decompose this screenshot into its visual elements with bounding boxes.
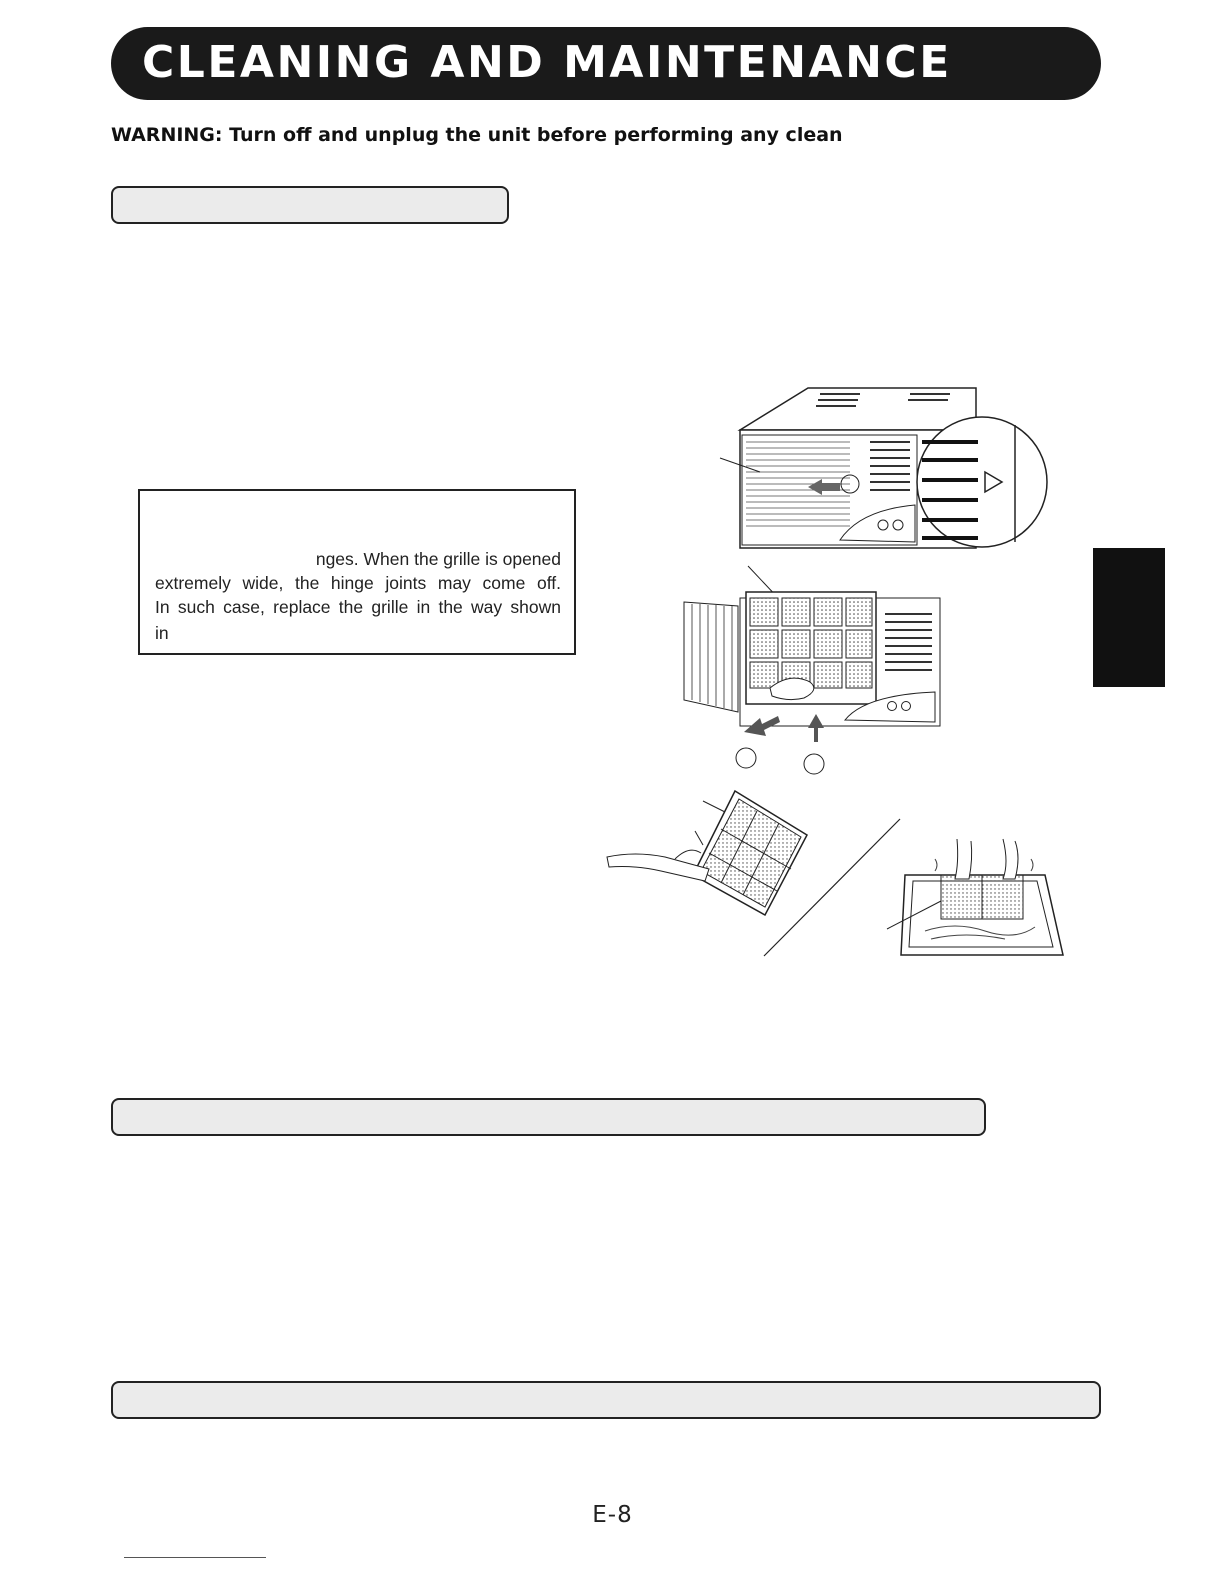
air-conditioner-front-icon bbox=[700, 380, 1060, 555]
note-line: in bbox=[155, 623, 169, 643]
filter-removal-icon bbox=[680, 560, 950, 780]
section-header-air-filter bbox=[111, 186, 509, 224]
page-title-bar bbox=[111, 27, 1101, 100]
divider-line bbox=[760, 815, 905, 960]
note-line: extremely wide, the hinge joints may come off. bbox=[155, 573, 561, 593]
side-section-tab bbox=[1093, 548, 1165, 687]
page-title: CLEANING AND MAINTENANCE bbox=[142, 37, 952, 88]
footer-rule bbox=[124, 1557, 266, 1558]
note-box bbox=[138, 489, 576, 655]
note-line: nges. When the grille is opened bbox=[315, 549, 561, 569]
warning-text: WARNING: Turn off and unplug the unit before performing any clean bbox=[111, 124, 843, 146]
washing-filter-icon bbox=[885, 835, 1065, 960]
note-line: In such case, replace the grille in the way shown bbox=[155, 597, 561, 617]
page-number: E-8 bbox=[592, 1502, 633, 1528]
section-header-cabinet bbox=[111, 1098, 986, 1136]
section-header-off-season bbox=[111, 1381, 1101, 1419]
